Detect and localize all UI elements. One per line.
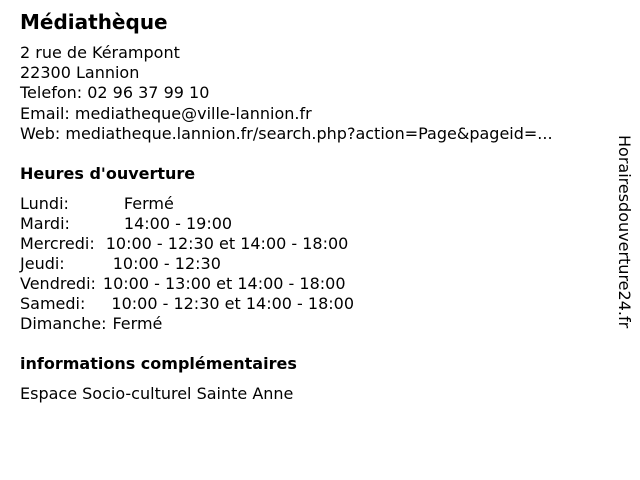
hours-row-tuesday [20, 214, 354, 234]
web-address: Web: mediatheque.lannion.fr/search.php?action=Page&pageid=... [20, 123, 553, 143]
city-postcode: 22300 Lannion [20, 63, 140, 83]
hours-row-sunday [20, 314, 354, 334]
day-label: Dimanche: [20, 314, 107, 333]
hours-row-wednesday [20, 234, 354, 254]
site-watermark: Horairesdouverture24.fr [615, 135, 634, 329]
day-hours: 10:00 - 12:30 [112, 254, 221, 273]
hours-row-monday [20, 194, 354, 214]
hours-row-saturday [20, 294, 354, 314]
hours-row-friday [20, 274, 354, 294]
opening-hours-table [20, 194, 354, 334]
day-hours: 10:00 - 12:30 et 14:00 - 18:00 [111, 294, 355, 313]
day-label: Mardi: [20, 214, 70, 233]
day-hours: 10:00 - 13:00 et 14:00 - 18:00 [102, 274, 346, 293]
day-label: Jeudi: [20, 254, 65, 273]
additional-info-heading: informations complémentaires [20, 354, 297, 373]
hours-row-thursday [20, 254, 354, 274]
address-block [20, 43, 553, 144]
day-label: Vendredi: [20, 274, 96, 293]
additional-info-text: Espace Socio-culturel Sainte Anne [20, 384, 294, 403]
day-label: Mercredi: [20, 234, 95, 253]
page-title: Médiathèque [20, 10, 168, 34]
day-label: Samedi: [20, 294, 86, 313]
day-hours: 10:00 - 12:30 et 14:00 - 18:00 [105, 234, 349, 253]
phone-number: Telefon: 02 96 37 99 10 [20, 83, 210, 103]
day-label: Lundi: [20, 194, 69, 213]
street-address: 2 rue de Kérampont [20, 43, 180, 62]
email-address: Email: mediatheque@ville-lannion.fr [20, 103, 312, 123]
day-hours: Fermé [112, 314, 163, 333]
day-hours: Fermé [123, 194, 174, 213]
day-hours: 14:00 - 19:00 [123, 214, 233, 233]
opening-hours-heading: Heures d'ouverture [20, 164, 196, 183]
